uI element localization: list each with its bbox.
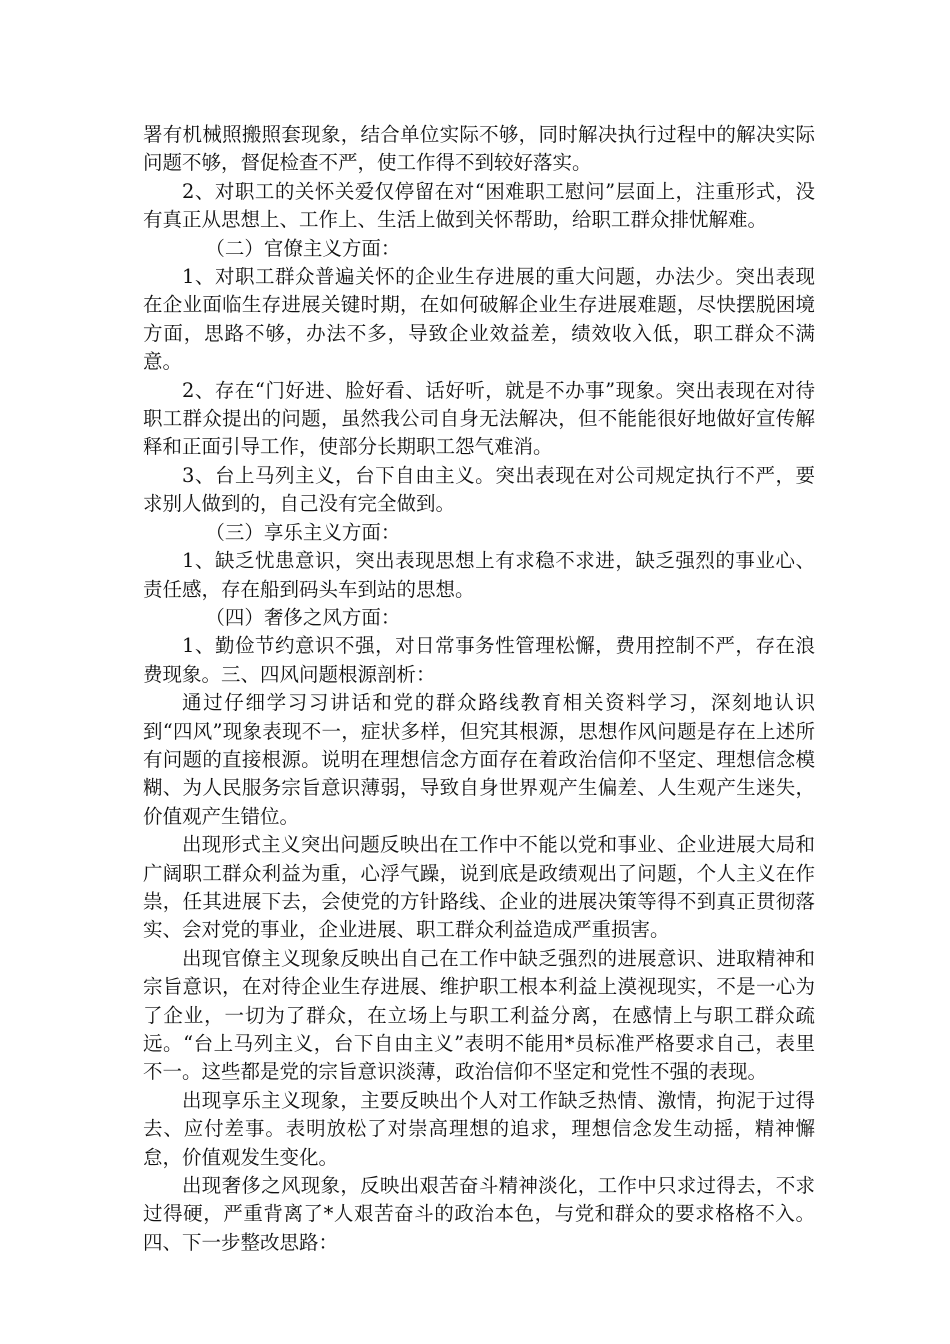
paragraph: 1、勤俭节约意识不强，对日常事务性管理松懈，费用控制不严，存在浪费现象。三、四风问题根源剖析： [143, 634, 815, 686]
paragraph: 2、存在“门好进、脸好看、话好听，就是不办事”现象。突出表现在对待职工群众提出的问题，虽然我公司自身无法解决，但不能能很好地做好宣传解释和正面引导工作，使部分长期职工怨气难消。 [143, 378, 815, 459]
paragraph: 2、对职工的关怀关爱仅停留在对“困难职工慰问”层面上，注重形式，没有真正从思想上、工作上、生活上做到关怀帮助，给职工群众排忧解难。 [143, 179, 815, 232]
paragraph: 出现官僚主义现象反映出自己在工作中缺乏强烈的进展意识、进取精神和宗旨意识，在对待企业生存进展、维护职工根本利益上漠视现实，不是一心为了企业，一切为了群众，在立场上与职工利益分离，在感情上与职工群众疏远。“台上马列主义，台下自由主义”表明不能用*员标准严格要求自己，表里不一。这些都是党的宗旨意识淡薄，政治信仰不坚定和党性不强的表现。 [143, 946, 815, 1084]
paragraph: 署有机械照搬照套现象，结合单位实际不够，同时解决执行过程中的解决实际问题不够，督促检查不严，使工作得不到较好落实。 [143, 123, 815, 175]
paragraph: 出现奢侈之风现象，反映出艰苦奋斗精神淡化，工作中只求过得去，不求过得硬，严重背离了*人艰苦奋斗的政治本色，与党和群众的要求格格不入。四、下一步整改思路： [143, 1174, 815, 1254]
paragraph: 通过仔细学习习讲话和党的群众路线教育相关资料学习，深刻地认识到“四风”现象表现不一，症状多样，但究其根源，思想作风问题是存在上述所有问题的直接根源。说明在理想信念方面存在着政治信仰不坚定、理想信念模糊、为人民服务宗旨意识薄弱，导致自身世界观产生偏差、人生观产生迷失，价值观产生错位。 [143, 691, 815, 828]
paragraph: 出现享乐主义现象，主要反映出个人对工作缺乏热情、激情，拘泥于过得去、应付差事。表明放松了对崇高理想的追求，理想信念发生动摇，精神懈怠，价值观发生变化。 [143, 1088, 815, 1169]
paragraph: 1、缺乏忧患意识，突出表现思想上有求稳不求进，缺乏强烈的事业心、责任感，存在船到码头车到站的思想。 [143, 549, 815, 601]
document-body [143, 121, 815, 1257]
section-heading: （二）官僚主义方面： [205, 236, 401, 260]
section-heading: （四）奢侈之风方面： [205, 605, 401, 629]
paragraph: 出现形式主义突出问题反映出在工作中不能以党和事业、企业进展大局和广阔职工群众利益为重，心浮气躁，说到底是政绩观出了问题，个人主义在作祟，任其进展下去，会使党的方针路线、企业的进展决策等得不到真正贯彻落实、会对党的事业，企业进展、职工群众利益造成严重损害。 [143, 833, 815, 942]
paragraph: 3、台上马列主义，台下自由主义。突出表现在对公司规定执行不严，要求别人做到的，自己没有完全做到。 [143, 463, 815, 516]
section-heading: （三）享乐主义方面： [205, 520, 401, 544]
paragraph: 1、对职工群众普遍关怀的企业生存进展的重大问题，办法少。突出表现在企业面临生存进展关键时期，在如何破解企业生存进展难题，尽快摆脱困境方面，思路不够，办法不多，导致企业效益差，绩效收入低，职工群众不满意。 [143, 265, 815, 374]
